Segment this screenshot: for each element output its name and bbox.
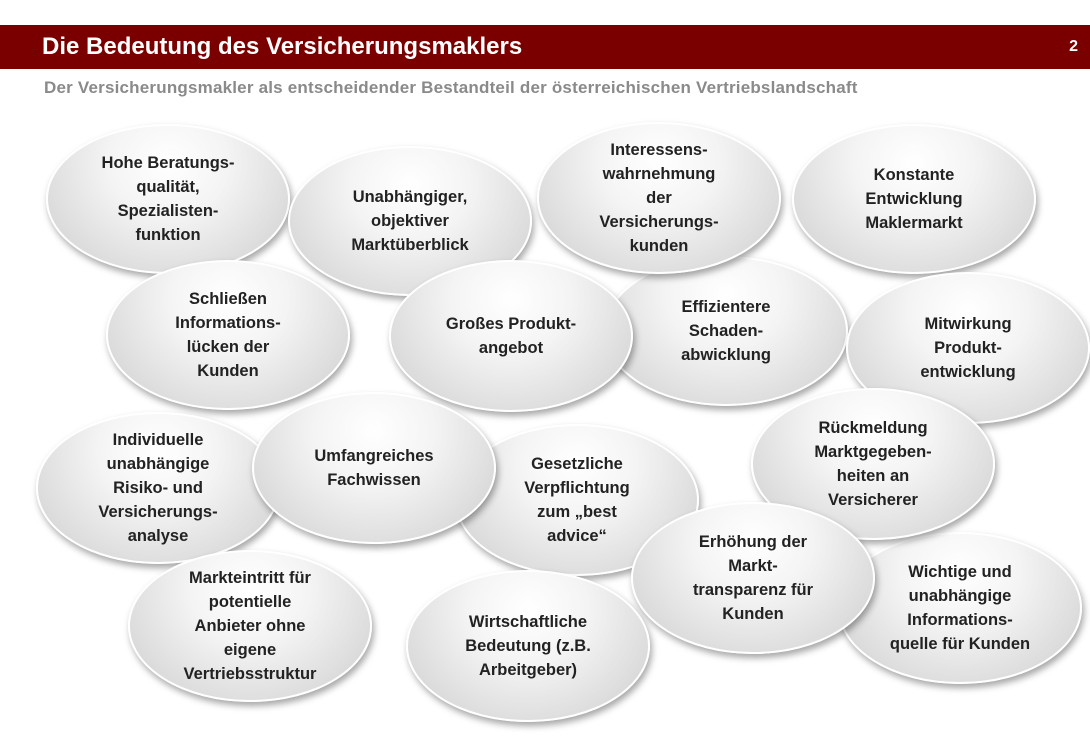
bubble-informationsluecken [106,260,350,410]
page-number: 2 [1069,38,1078,55]
title-bar [0,25,1090,69]
bubble-label: Schließen Informations- lücken der Kunden [175,290,281,380]
bubble-label: Umfangreiches Fachwissen [314,447,434,489]
page-title: Die Bedeutung des Versicherungsmaklers [42,33,523,60]
bubble-informationsquelle [838,532,1082,684]
bubble-markttransparenz [631,502,875,654]
bubble-label: Gesetzliche Verpflichtung zum „best advice“ [524,455,630,545]
bubble-label: Hohe Beratungs- qualität, Spezialisten- funktion [101,154,235,244]
bubble-wirtschaftliche-bedeutung [406,570,650,722]
bubble-label: Erhöhung der Markt- transparenz für Kunden [692,533,814,623]
bubble-fachwissen [252,392,496,544]
bubble-label: Wichtige und unabhängige Informations- quelle für Kunden [889,563,1031,653]
bubble-label: Effizientere Schaden- abwicklung [681,298,771,364]
bubble-label: Rückmeldung Marktgegeben- heiten an Versicherer [814,419,932,509]
bubble-beratungsqualitaet [46,124,290,274]
bubble-label: Unabhängiger, objektiver Marktüberblick [351,188,469,254]
bubble-interessenswahrnehmung [537,122,781,274]
bubble-schadenabwicklung [604,256,848,406]
bubble-produktangebot [389,260,633,412]
bubble-label: Individuelle unabhängige Risiko- und Versicherungs- analyse [98,431,218,545]
bubble-label: Mitwirkung Produkt- entwicklung [920,315,1016,381]
bubble-label: Konstante Entwicklung Maklermarkt [865,166,963,232]
bubble-label: Interessens- wahrnehmung der Versicherungs- kunden [599,141,719,255]
bubble-label: Großes Produkt- angebot [445,315,577,357]
bubble-label: Markteintritt für potentielle Anbieter ohne eigene Vertriebsstruktur [183,569,317,683]
bubble-risikoanalyse [36,412,280,564]
bubble-markteintritt [128,550,372,702]
bubble-konstante-entwicklung [792,124,1036,274]
bubble-label: Wirtschaftliche Bedeutung (z.B. Arbeitgeber) [465,613,591,679]
page-subtitle: Der Versicherungsmakler als entscheidender Bestandteil der österreichischen Vertriebslandschaft [44,78,858,97]
